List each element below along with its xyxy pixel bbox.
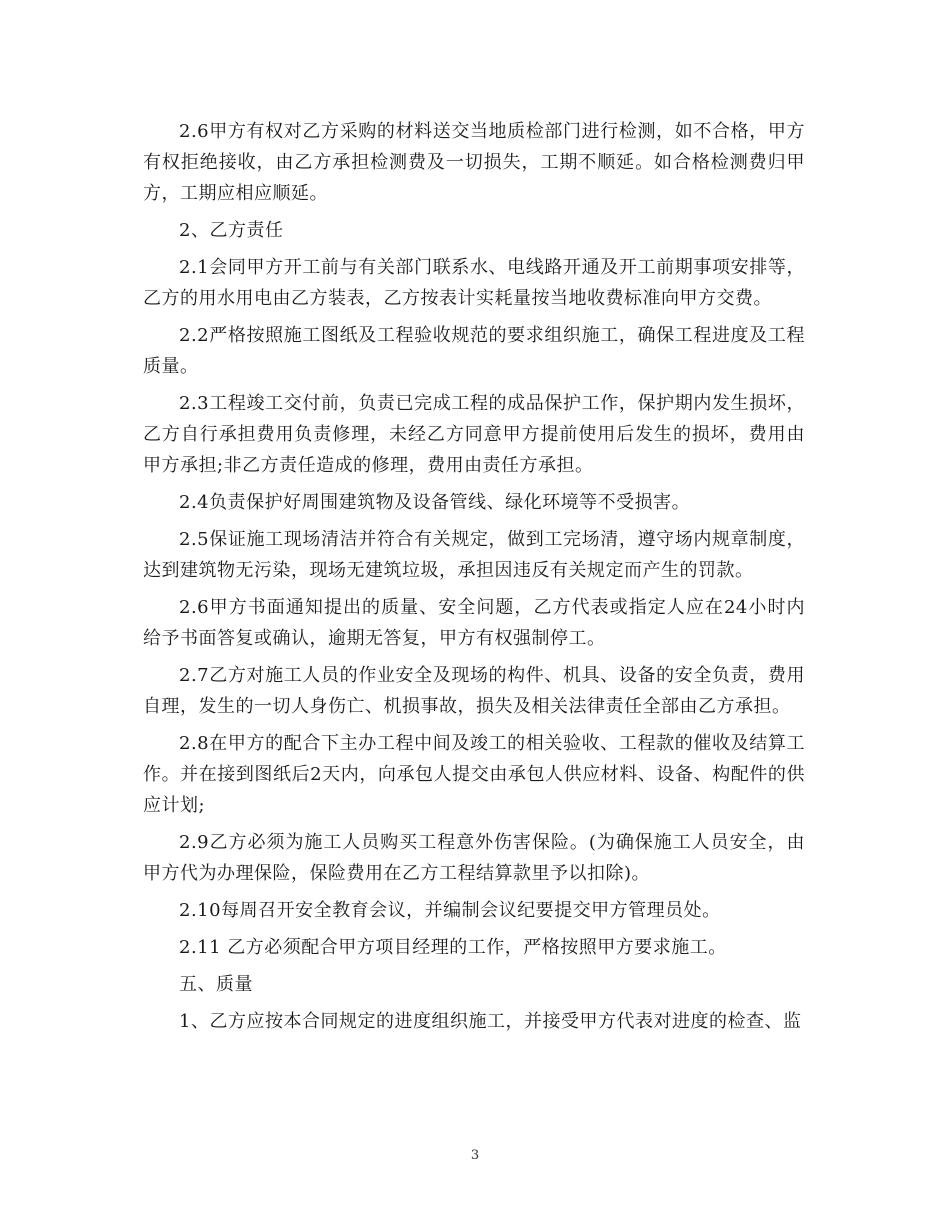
document-body [143,116,805,1043]
paragraph-2-5: 2.5保证施工现场清洁并符合有关规定，做到工完场清，遵守场内规章制度，达到建筑物无污染，现场无建筑垃圾，承担因违反有关规定而产生的罚款。 [143,529,805,581]
paragraph-2-10: 2.10每周召开安全教育会议，并编制会议纪要提交甲方管理员处。 [179,900,721,921]
paragraph-2-11: 2.11 乙方必须配合甲方项目经理的工作，严格按照甲方要求施工。 [179,937,727,958]
paragraph-2-2: 2.2严格按照施工图纸及工程验收规范的要求组织施工，确保工程进度及工程质量。 [143,325,805,377]
paragraph-2-3: 2.3工程竣工交付前，负责已完成工程的成品保护工作，保护期内发生损坏，乙方自行承担费用负责修理，未经乙方同意甲方提前使用后发生的损坏，费用由甲方承担;非乙方责任造成的修理，费用由责任方承担。 [143,393,805,476]
paragraph-2-6-material-inspection: 2.6甲方有权对乙方采购的材料送交当地质检部门进行检测，如不合格，甲方有权拒绝接收，由乙方承担检测费及一切损失，工期不顺延。如合格检测费归甲方，工期应相应顺延。 [143,121,805,204]
page-number: 3 [470,1148,480,1163]
paragraph-quality-1: 1、乙方应按本合同规定的进度组织施工，并接受甲方代表对进度的检查、监 [179,1011,802,1032]
section-heading-party-b-responsibility: 2、乙方责任 [179,220,284,241]
paragraph-2-9: 2.9乙方必须为施工人员购买工程意外伤害保险。(为确保施工人员安全，由甲方代为办理保险，保险费用在乙方工程结算款里予以扣除)。 [143,832,805,884]
paragraph-2-8: 2.8在甲方的配合下主办工程中间及竣工的相关验收、工程款的催收及结算工作。并在接到图纸后2天内，向承包人提交由承包人供应材料、设备、构配件的供应计划; [143,733,805,816]
paragraph-2-1: 2.1会同甲方开工前与有关部门联系水、电线路开通及开工前期事项安排等，乙方的用水用电由乙方装表，乙方按表计实耗量按当地收费标准向甲方交费。 [143,257,805,309]
paragraph-2-7: 2.7乙方对施工人员的作业安全及现场的构件、机具、设备的安全负责，费用自理，发生的一切人身伤亡、机损事故，损失及相关法律责任全部由乙方承担。 [143,665,805,717]
paragraph-2-4: 2.4负责保护好周围建筑物及设备管线、绿化环境等不受损害。 [179,492,691,513]
section-heading-quality: 五、质量 [179,974,253,995]
paragraph-2-6: 2.6甲方书面通知提出的质量、安全问题，乙方代表或指定人应在24小时内给予书面答复或确认，逾期无答复，甲方有权强制停工。 [143,597,805,649]
